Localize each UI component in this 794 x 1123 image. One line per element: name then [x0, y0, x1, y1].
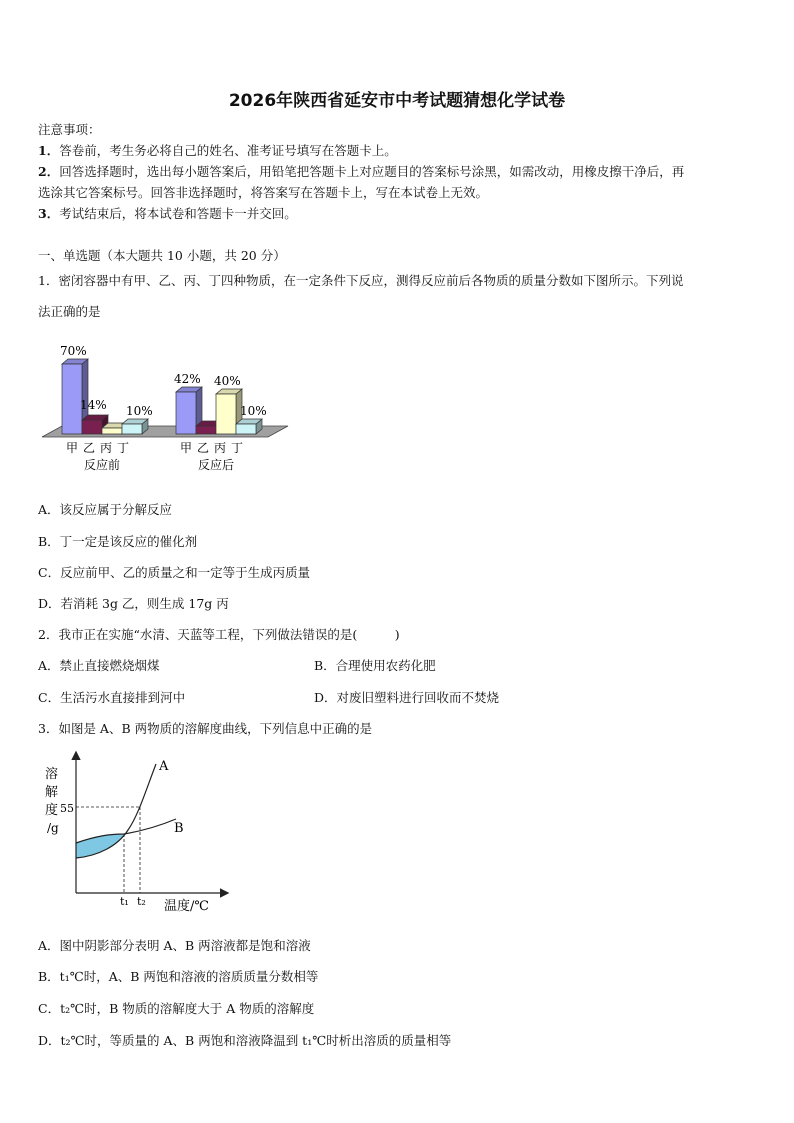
q2-option-b: B．合理使用农药化肥 [314, 658, 436, 673]
q3-option-d: D．t₂℃时，等质量的 A、B 两饱和溶液降温到 t₁℃时析出溶质的质量相等 [38, 1033, 452, 1048]
shaded-region [76, 834, 124, 858]
bar-group [62, 359, 262, 434]
notice-heading: 注意事项： [38, 122, 101, 137]
bar-value-label: 40% [214, 374, 241, 388]
q3-option-a: A．图中阴影部分表明 A、B 两溶液都是饱和溶液 [38, 938, 311, 953]
curve-b-label: B [174, 821, 184, 836]
q2-option-c: C．生活污水直接排到河中 [38, 690, 186, 705]
notice-num: 2． [38, 164, 60, 179]
bar-反应后-丁 [236, 419, 262, 434]
y-tick-55: 55 [60, 802, 74, 815]
notice-item-2-cont: 选涂其它答案标号。回答非选择题时，将答案写在答题卡上，写在本试卷上无效。 [38, 185, 489, 200]
bar-value-label: 14% [80, 398, 107, 412]
q3-solubility-chart [38, 750, 238, 920]
x-tick-t1: t₁ [120, 895, 129, 908]
notice-text: 考试结束后，将本试卷和答题卡一并交回。 [59, 206, 297, 221]
bar-front [102, 428, 122, 434]
group-label: 反应后 [198, 458, 235, 472]
q1-option-b: B．丁一定是该反应的催化剂 [38, 534, 198, 549]
q1-option-a: A．该反应属于分解反应 [38, 502, 173, 517]
ylabel-char-2: 解 [45, 785, 59, 800]
notice-text: 回答选择题时，选出每小题答案后，用铅笔把答题卡上对应题目的答案标号涂黑，如需改动，用橡皮擦干净后，再 [59, 164, 685, 179]
x-axis-label: 温度/℃ [164, 899, 209, 914]
q1-bar-chart [38, 330, 298, 480]
series-label: 乙 [197, 441, 210, 455]
q3-option-c: C．t₂℃时，B 物质的溶解度大于 A 物质的溶解度 [38, 1001, 315, 1016]
series-label: 丁 [117, 441, 130, 455]
q3-option-b: B．t₁℃时，A、B 两饱和溶液的溶质质量分数相等 [38, 969, 319, 984]
notice-text: 答卷前，考生务必将自己的姓名、准考证号填写在答题卡上。 [59, 143, 397, 158]
bar-value-label: 10% [126, 404, 153, 418]
series-label: 丁 [231, 441, 244, 455]
q1-option-c: C．反应前甲、乙的质量之和一定等于生成丙质量 [38, 565, 311, 580]
q1-stem-line2: 法正确的是 [38, 304, 101, 319]
ylabel-char-3: 度 [45, 803, 59, 818]
series-label: 丙 [100, 441, 113, 455]
bar-front [62, 364, 82, 434]
series-label: 甲 [66, 441, 79, 455]
series-label: 甲 [180, 441, 193, 455]
notice-item-2 [38, 162, 684, 180]
notice-num: 3． [38, 206, 60, 221]
bar-value-label: 42% [174, 372, 201, 386]
ylabel-char-1: 溶 [45, 767, 59, 782]
series-label: 乙 [83, 441, 96, 455]
page-title: 2026年陕西省延安市中考试题猜想化学试卷 [228, 91, 566, 111]
q1-option-d: D．若消耗 3g 乙，则生成 17g 丙 [38, 596, 229, 611]
category-labels [66, 441, 243, 472]
bar-反应前-丁 [122, 419, 148, 434]
bar-front [236, 424, 256, 434]
bar-value-label: 70% [60, 344, 87, 358]
section-heading: 一、单选题（本大题共 10 小题，共 20 分） [38, 248, 286, 263]
bar-front [176, 392, 196, 434]
q2-option-d: D．对废旧塑料进行回收而不焚烧 [314, 690, 500, 705]
notice-num: 1． [38, 143, 60, 158]
group-label: 反应前 [84, 458, 121, 472]
notice-item-1 [38, 141, 397, 159]
q2-option-a: A．禁止直接燃烧烟煤 [38, 658, 160, 673]
notice-item-3 [38, 204, 297, 222]
bar-front [196, 426, 216, 434]
bar-front [216, 394, 236, 434]
x-tick-t2: t₂ [137, 895, 146, 908]
curve-a-label: A [159, 759, 169, 774]
bar-front [122, 424, 142, 434]
bar-value-label: 10% [240, 404, 267, 418]
bar-front [82, 420, 102, 434]
q1-stem-line1: 1．密闭容器中有甲、乙、丙、丁四种物质，在一定条件下反应，测得反应前后各物质的质量分数如下图所示。下列说 [38, 273, 684, 288]
ylabel-char-4: /g [47, 821, 59, 835]
q2-stem: 2．我市正在实施“水清、天蓝等工程，下列做法错误的是( ) [38, 627, 400, 642]
series-label: 丙 [214, 441, 227, 455]
q3-stem: 3．如图是 A、B 两物质的溶解度曲线，下列信息中正确的是 [38, 721, 373, 736]
